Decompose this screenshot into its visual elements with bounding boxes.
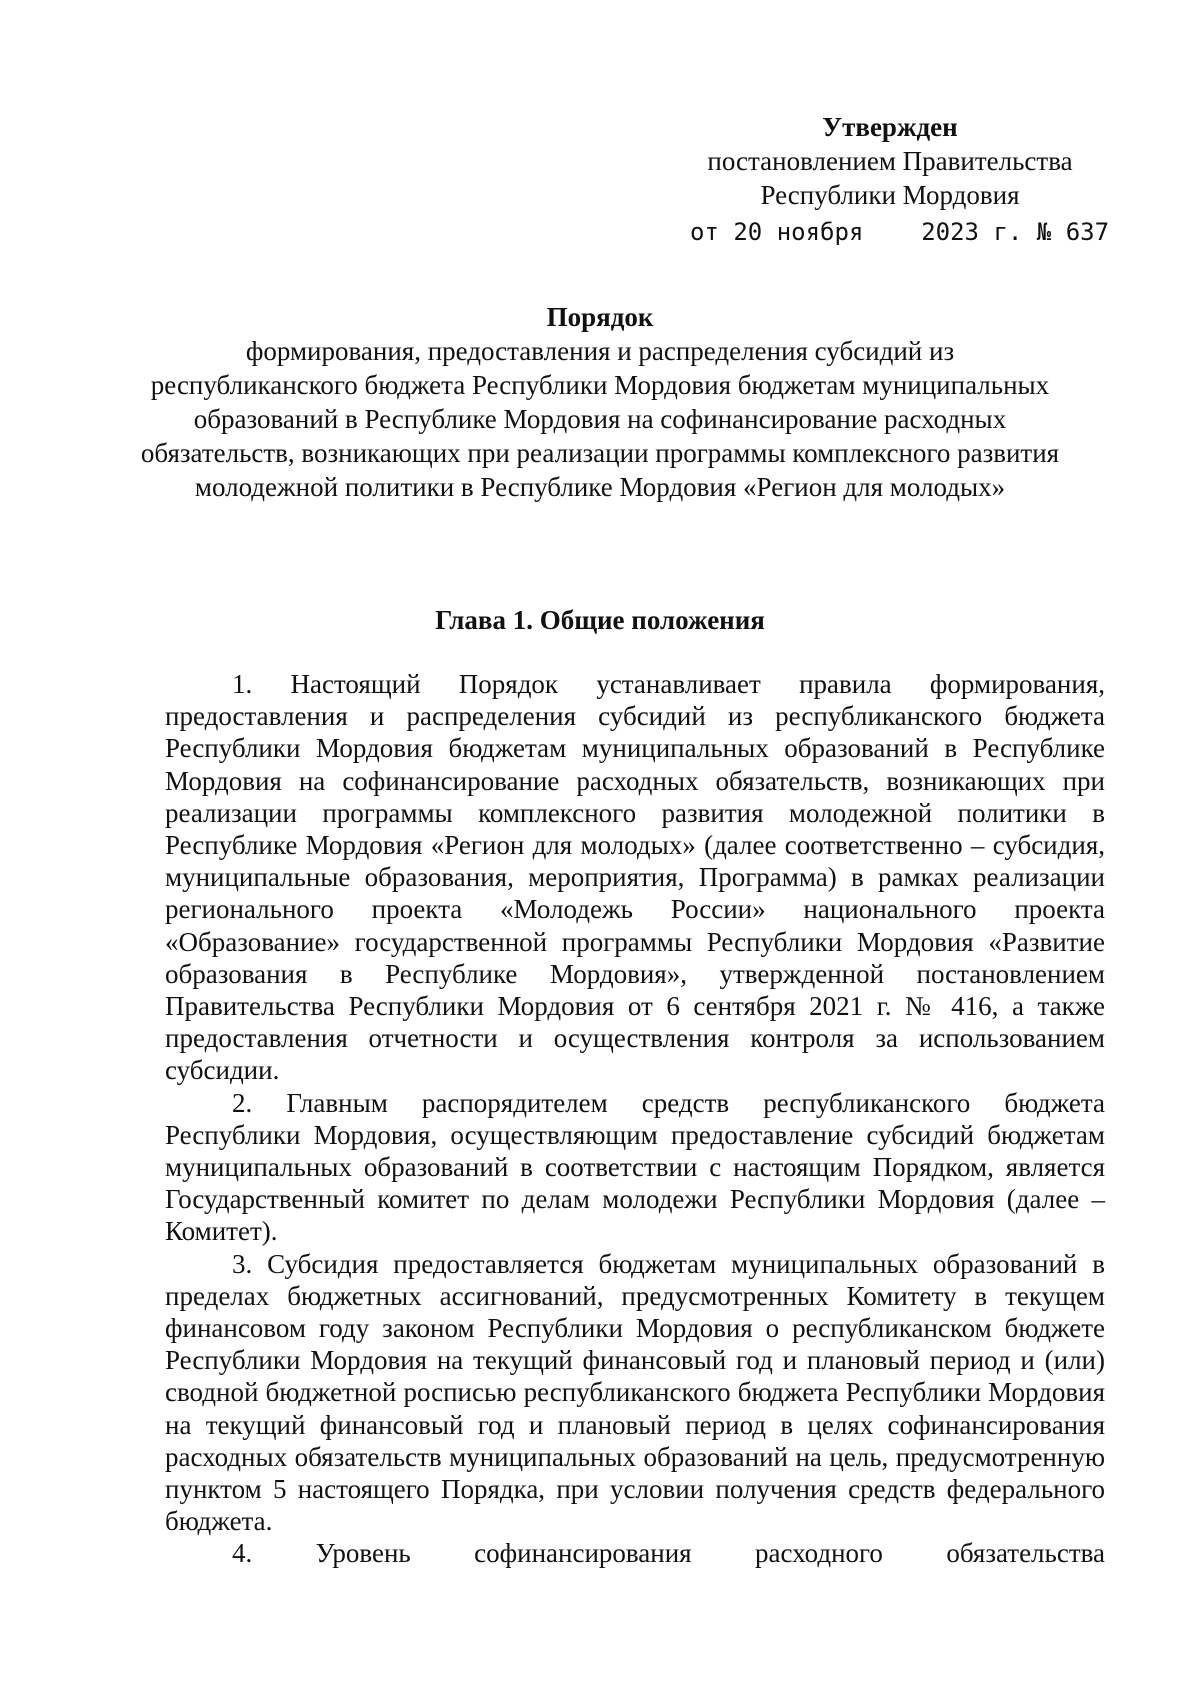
approval-line-1: постановлением Правительства (707, 146, 1073, 176)
approval-heading: Утвержден (822, 112, 958, 142)
approval-date-year: 2023 г. № (921, 218, 1052, 246)
approval-date-prefix: от 20 (690, 218, 763, 246)
document-title: Порядок (546, 302, 654, 332)
approval-number: 637 (1065, 218, 1110, 246)
document-subtitle: формирования, предоставления и распределения субсидий из республиканского бюджета Республики Мордовия бюджетам муниципальных образований в Республике Мордовия на софинансирование расходных обязательств, возникающих при реализации программы комплексного развития молодежной политики в Республике Мордовия «Регион для молодых» (140, 336, 1060, 502)
approval-date-line (690, 212, 1110, 252)
title-block (140, 300, 1060, 504)
chapter-heading: Глава 1. Общие положения (435, 605, 765, 635)
approval-date-month: ноября (776, 218, 864, 246)
paragraph-3: 3. Субсидия предоставляется бюджетам муниципальных образований в пределах бюджетных ассигнований, предусмотренных Комитету в текущем финансовом году законом Республики Мордовия о республиканском бюджете Республики Мордовия на текущий финансовый год и плановый период и (или) сводной бюджетной росписью республиканского бюджета Республики Мордовия на текущий финансовый год и плановый период в целях софинансирования расходных обязательств муниципальных образований на цель, предусмотренную пунктом 5 настоящего Порядка, при условии получения средств федерального бюджета. (165, 1248, 1105, 1537)
approval-line-2: Республики Мордовия (760, 180, 1020, 210)
body-text (165, 668, 1105, 1570)
paragraph-4: 4. Уровень софинансирования расходного обязательства (232, 1538, 1105, 1569)
approval-block (690, 110, 1110, 252)
paragraph-2: 2. Главным распорядителем средств республиканского бюджета Республики Мордовия, осуществляющим предоставление субсидий бюджетам муниципальных образований в соответствии с настоящим Порядком, является Государственный комитет по делам молодежи Республики Мордовия (далее – Комитет). (165, 1087, 1105, 1247)
paragraph-1: 1. Настоящий Порядок устанавливает правила формирования, предоставления и распределения субсидий из республиканского бюджета Республики Мордовия бюджетам муниципальных образований в Республике Мордовия на софинансирование расходных обязательств, возникающих при реализации программы комплексного развития молодежной политики в Республике Мордовия «Регион для молодых» (далее соответственно – субсидия, муниципальные образования, мероприятия, Программа) в рамках реализации регионального проекта «Молодежь России» национального проекта «Образование» государственной программы Республики Мордовия «Развитие образования в Республике Мордовия», утвержденной постановлением Правительства Республики Мордовия от 6 сентября 2021 г. № 416, а также предоставления отчетности и осуществления контроля за использованием субсидии. (165, 669, 1105, 1086)
